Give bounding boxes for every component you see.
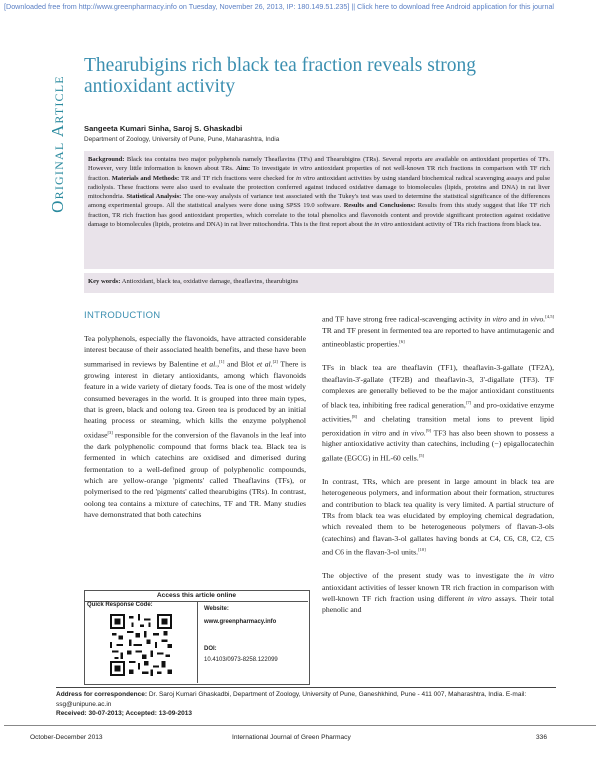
website-label: Website:: [204, 606, 229, 612]
abstract-methods-pre: TR and TF rich fractions were checked for: [181, 174, 295, 182]
keywords: [88, 278, 298, 285]
right-p4-mid: antioxidant activities of lesser known TR rich fraction in comparison with well-known TF rich fraction using different: [322, 582, 554, 604]
reference-1[interactable]: [1]: [219, 358, 225, 364]
abstract-aim-label: Aim:: [236, 165, 251, 173]
right-p2-i1: in vitro: [363, 428, 387, 438]
right-p2-post: TF3 has also been shown to possess a higher antioxidative activity than catechins, including (−) epigallocatechin gallate (EGCG) in HL-60 cells.: [322, 428, 555, 463]
reference-8[interactable]: [8]: [351, 413, 358, 419]
issue-date: October-December 2013: [30, 734, 103, 741]
right-p1-pre: and TF have strong free radical-scavenging activity: [322, 314, 483, 324]
reference-7[interactable]: [7]: [465, 399, 472, 405]
page-footer-divider: [4, 725, 596, 726]
reference-3[interactable]: [3]: [107, 429, 113, 435]
intro-p1-end: There is growing interest in dietary antioxidants, among which flavonoids feature in a wide variety of dietary foods. Tea is one of the most widely consumed beverages in the world. It is grouped into three main types, that is green, black and oolong tea. Green tea is produced by an initial heating process or steaming, which kills the enzyme polyphenol oxidase: [84, 359, 307, 440]
abstract-results-pre: Results from this study suggest that like TF rich fraction, TR rich fraction has good antioxidant properties, which correlate to the total phenolics and flavonoids content and provide significant protection against oxidative damage to biomolecules (lipids, proteins and DNA) in rat liver mitochondria. This is the first report about the: [88, 202, 550, 228]
abstract-results-post: antioxidant activity of TRs rich fractions from black tea.: [394, 220, 542, 228]
abstract-aim-pre: To investigate: [252, 165, 290, 173]
affiliation: Department of Zoology, University of Pune, Pune, Maharashtra, India: [84, 136, 280, 143]
intro-p1-tail: responsible for the conversion of the flavanols in the leaf into the dark polyphenolic compound that forms black tea. Black tea is fermented in which catechins are oxidised and dimerised during fermentation to a well-defined group of polyphenolic compounds, which are yellow-orange 'pigments' called Theaflavins (TFs), or polymerised to the red 'pigments' called thearubigins (TRs). In contrast, oolong tea contains a mixture of catechins, TF and TR. Many studies have demonstrated that both catechins: [84, 430, 307, 520]
intro-p1-etal2: et al.: [256, 359, 273, 369]
page-number: 336: [536, 734, 548, 741]
abstract-aim-post: antioxidant properties of not well-known TR rich fractions in comparison with TF rich fraction.: [88, 165, 551, 182]
received-accepted: Received: 30-07-2013; Accepted: 13-09-2013: [56, 710, 192, 717]
right-p2-mid: and pro-oxidative enzyme activities,: [322, 400, 555, 424]
intro-paragraph-1: [84, 333, 306, 521]
qr-code-image[interactable]: [110, 614, 172, 676]
authors: Sangeeta Kumari Sinha, Saroj S. Ghaskadbi: [84, 124, 243, 133]
access-online-heading: Access this article online: [85, 591, 308, 602]
introduction-heading: INTRODUCTION: [84, 310, 161, 321]
article-type-label: Original Article: [48, 75, 67, 213]
abstract-stats-text: The one-way analysis of variance test associated with the Tukey's test was used to determine the statistical significance of the differences among experimental groups. All the statistical analyses were done using SPSS 19.0 software.: [88, 193, 551, 210]
intro-p1-text: Tea polyphenols, especially the flavonoids, have attracted considerable interest because of their associated health benefits, and these have been summarised in reviews by Balentine: [84, 334, 306, 369]
abstract-results-italic: in vitro: [374, 220, 393, 228]
abstract-methods-italic: in vitro: [296, 174, 316, 182]
right-p2-pre: TFs in black tea are theaflavin (TF1), theaflavin-3-gallate (TF2A), theaflavin-3'-gallate (TF2B) and theaflavin-3, 3'-digallate (TF3). TF complexes are generally believed to be the major antioxidant constituents of black tea, inhibiting free radical generation,: [322, 363, 554, 410]
right-column: [322, 311, 554, 628]
right-p4-post: assays. Their total phenolic and: [322, 594, 554, 615]
abstract: [88, 155, 550, 229]
intro-p1-mid: and Blot: [227, 359, 254, 369]
right-p2-and: and: [388, 428, 400, 438]
right-p4-i2: in vitro: [467, 594, 492, 604]
qr-code-label: Quick Response Code:: [87, 602, 153, 608]
abstract-background-text: Black tea contains two major polyphenols namely Theaflavins (TFs) and Thearubigins (TRs). Several reports are available on antioxidant properties of TFs. However, very little information is known about TRs.: [88, 156, 550, 173]
doi-label: DOI:: [204, 646, 217, 652]
abstract-background-label: Background:: [88, 156, 125, 163]
keywords-text: Antioxidant, black tea, oxidative damage, theaflavins, thearubigins: [121, 278, 299, 285]
abstract-stats-label: Statistical Analysis:: [126, 193, 182, 200]
right-paragraph-3: [322, 476, 554, 558]
article-title: Thearubigins rich black tea fraction reveals strong antioxidant activity: [84, 55, 477, 97]
right-p2-i2: in vivo.: [402, 428, 426, 438]
reference-6[interactable]: [6]: [399, 339, 405, 345]
right-p1-post: TR and TF present in fermented tea are reported to have antimutagenic and antineoblastic properties.: [322, 325, 554, 349]
doi-value[interactable]: 10.4103/0973-8258.122099: [204, 657, 278, 663]
abstract-aim-italic: in vitro: [292, 165, 313, 173]
journal-name: International Journal of Green Pharmacy: [232, 734, 351, 741]
reference-2[interactable]: [2]: [272, 358, 278, 364]
right-p1-i1: in vitro: [484, 314, 507, 324]
download-banner[interactable]: [Downloaded free from http://www.greenpharmacy.info on Tuesday, November 26, 2013, IP: 180.149.51.235] || Click here to download free Android application for this journal: [4, 2, 555, 11]
left-column: [84, 333, 306, 533]
right-paragraph-2: [322, 362, 554, 464]
abstract-methods-post: antioxidant activities by using standard biochemical radical scavenging assays and pulse radiolysis. These fractions were also used to evaluate the protection conferred against induced oxidative damage to biomolecules (lipids, proteins and DNA) in rat liver mitochondria.: [88, 174, 551, 200]
reference-5[interactable]: [5]: [418, 452, 425, 458]
keywords-label: Key words:: [88, 278, 121, 285]
right-p3-text: In contrast, TRs, which are present in large amount in black tea are heterogeneous polymers, and information about their formation, structures and contribution to black tea quality is very limited. A partial structure of TRs from black tea was elucidated by employing chemical degradation, which revealed them to be heterogeneous polymers of flavan-3-ols (catechins) and flavan-3-ol gallates having bonds at C4, C6, C8, C2, C5 and C6 in the flavan-3-ol units.: [322, 476, 554, 557]
right-p4-pre: The objective of the present study was to investigate the: [322, 571, 524, 581]
intro-p1-etal: et al.,: [201, 359, 220, 369]
reference-9[interactable]: [9]: [425, 427, 432, 433]
right-paragraph-4: [322, 570, 554, 616]
website-link[interactable]: www.greenpharmacy.info: [204, 619, 277, 625]
right-paragraph-1: [322, 311, 554, 350]
right-p1-and: and: [508, 314, 521, 324]
reference-10[interactable]: [10]: [418, 547, 426, 553]
reference-4-5[interactable]: [4,5]: [545, 314, 555, 319]
right-p2-mid2: and chelating transition metal ions to prevent lipid peroxidation: [322, 414, 554, 438]
abstract-results-label: Results and Conclusions:: [343, 202, 416, 210]
access-box-divider: [197, 601, 198, 683]
abstract-methods-label: Materials and Methods:: [111, 174, 180, 182]
correspondence-text: Dr. Saroj Kumari Ghaskadbi, Department of Zoology, University of Pune, Ganeshkhind, Pune - 411 007, Maharashtra, India. E-mail: ssg@unipune.ac.in: [56, 691, 527, 708]
correspondence-label: Address for correspondence:: [56, 691, 148, 698]
footnote-divider: [56, 687, 556, 688]
right-p1-i2: in vivo.: [522, 314, 546, 324]
right-p4-i1: in vitro: [528, 571, 554, 581]
correspondence-footnote: [56, 690, 556, 719]
